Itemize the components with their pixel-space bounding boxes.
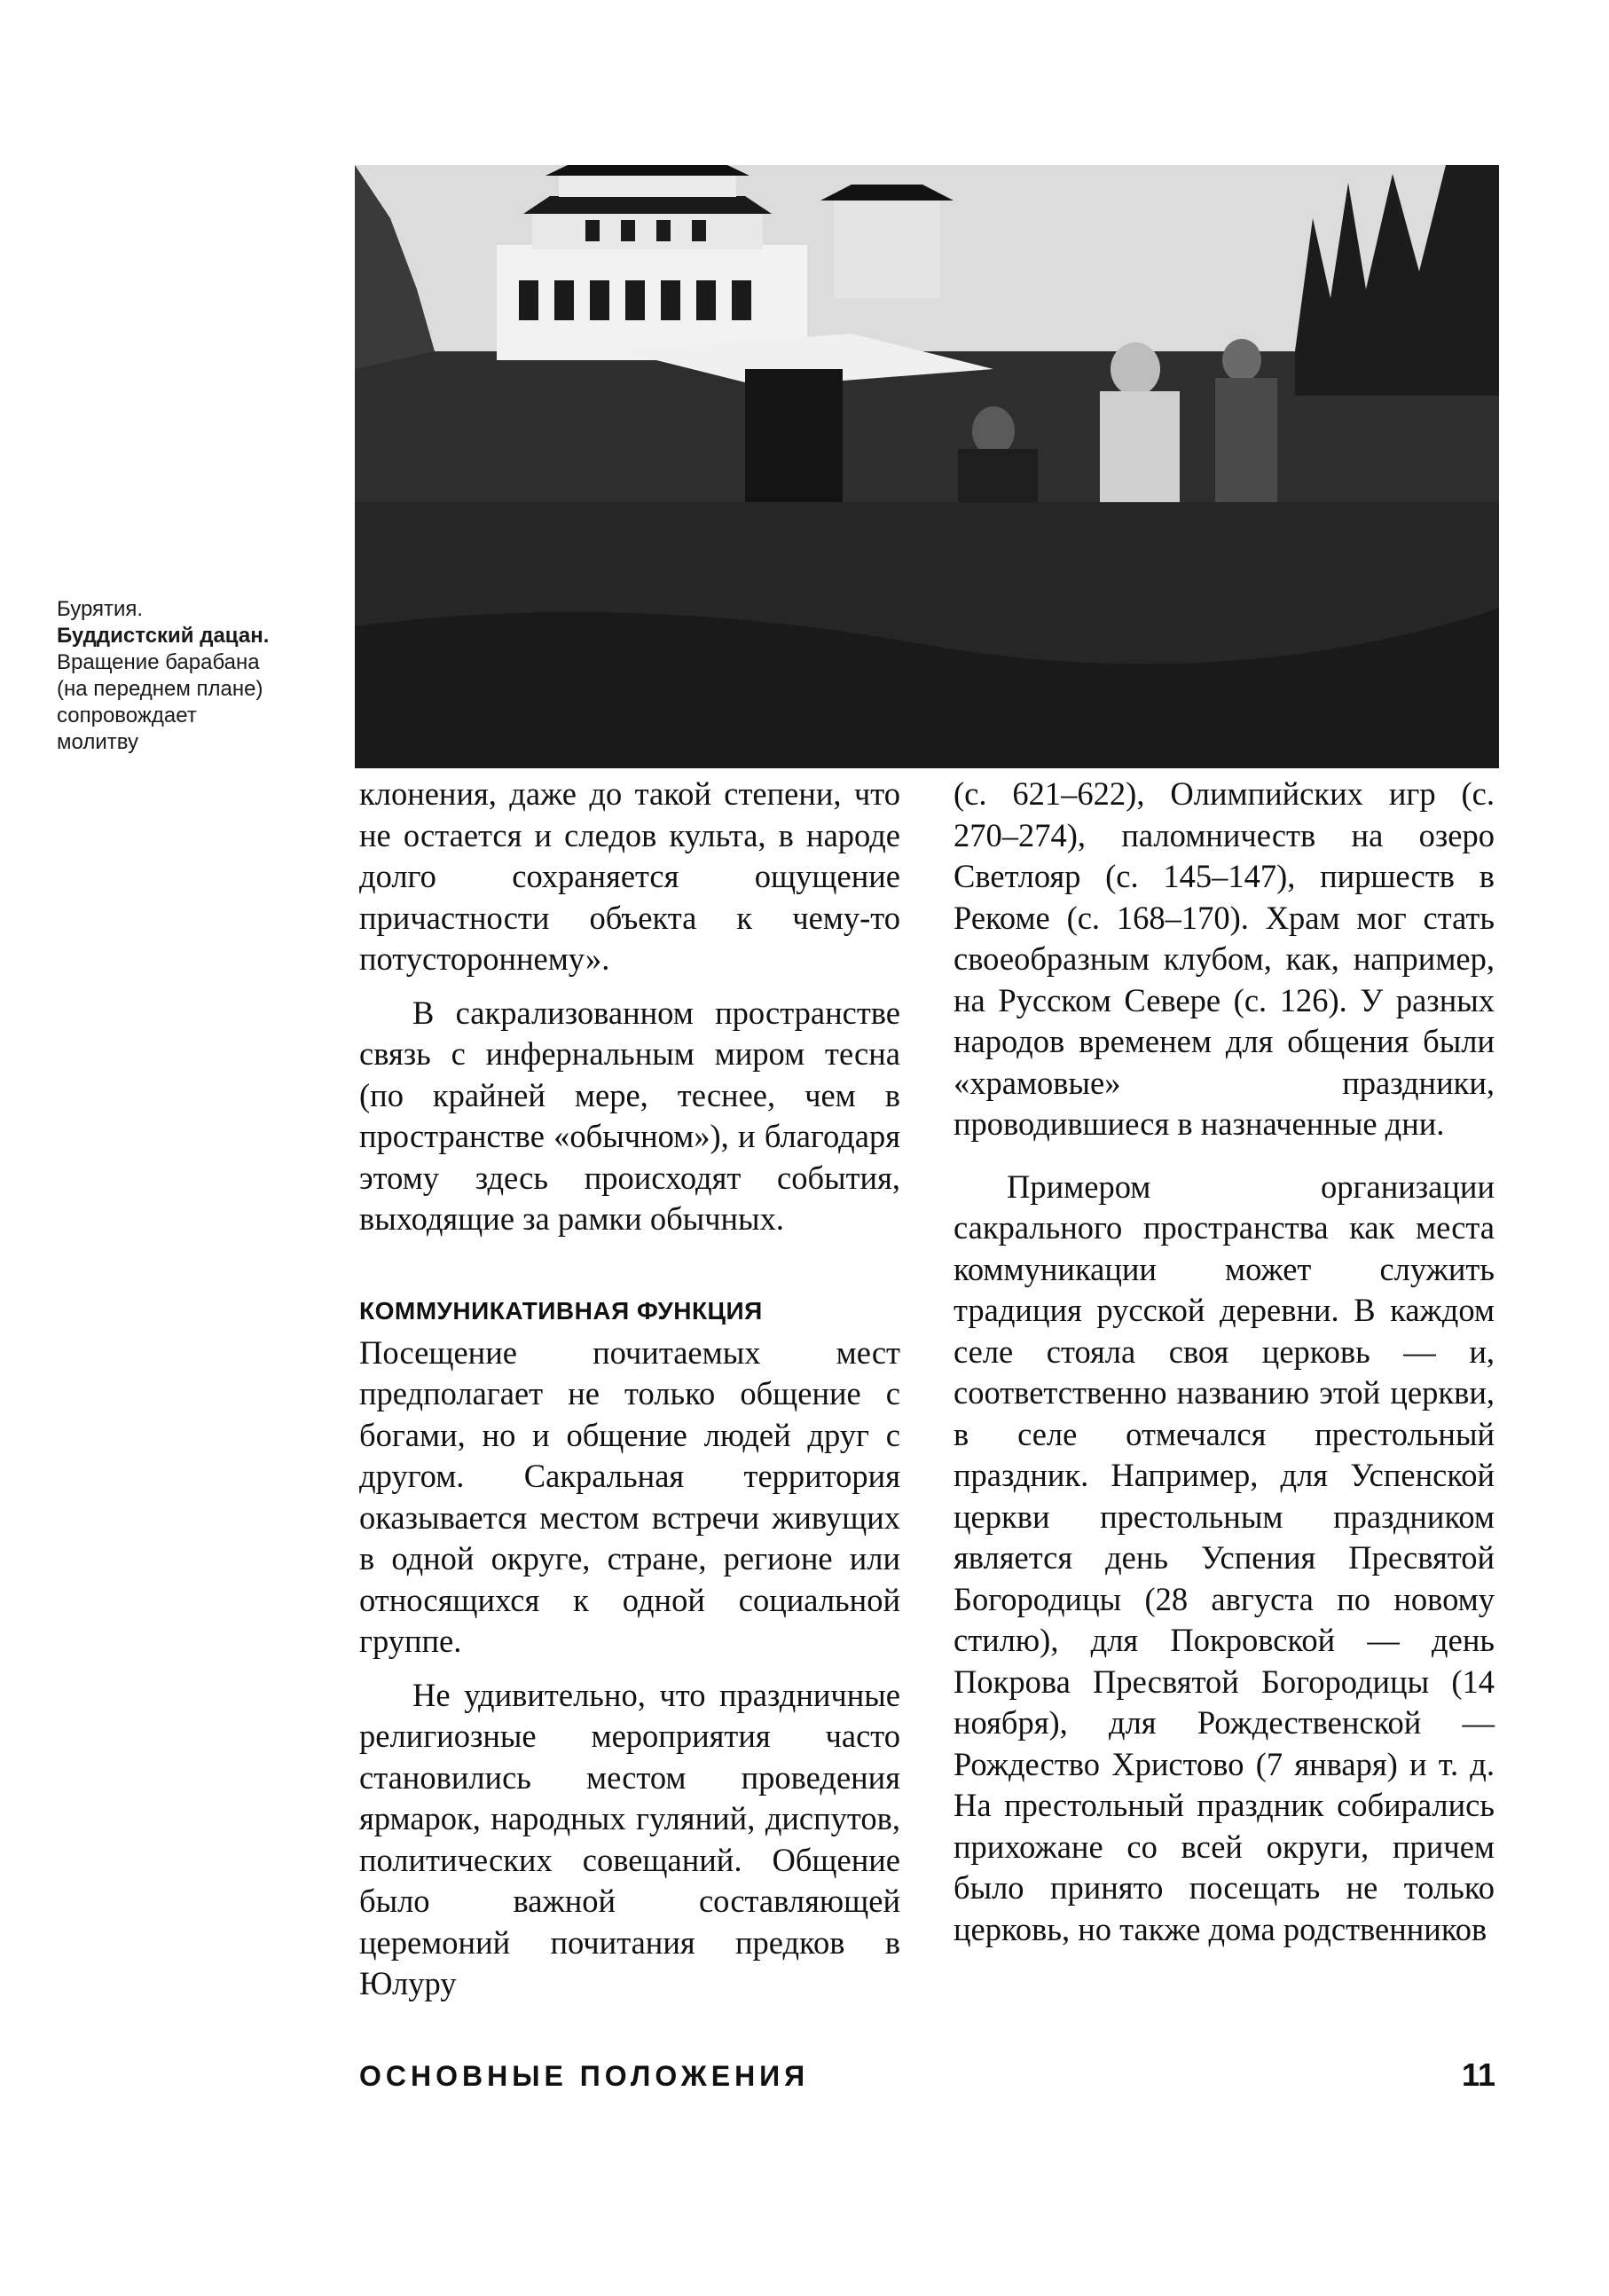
left-column — [359, 774, 900, 2005]
right-paragraph-2: Примером организации сакрального пространства как места коммуникации может служить традиция русской деревни. В каждом селе стояла своя церковь — и, соответственно названию этой церкви, в селе отмечался престольный праздник. Например, для Успенской церкви престольным праздником является день Успения Пресвятой Богородицы (28 августа по новому стилю), для Покровской — день Покрова Пресвятой Богородицы (14 ноября), для Рождественской — Рождество Христово (7 января) и т. д. На престольный праздник собирались прихожане со всей округи, причем было принято посещать не только церковь, но также дома родственников — [954, 1168, 1495, 1947]
right-column — [954, 774, 1495, 1950]
page-number: 11 — [1461, 2056, 1495, 2093]
running-footer-title: ОСНОВНЫЕ ПОЛОЖЕНИЯ — [359, 2060, 810, 2092]
photo-caption — [57, 596, 341, 756]
caption-line-5: сопровождает — [57, 704, 197, 727]
photo-buddhist-datsan — [355, 165, 1499, 768]
caption-line-3: Вращение барабана — [57, 650, 260, 674]
left-paragraph-2: В сакрализованном пространстве связь с инфернальным миром тесна (по крайней мере, теснее, чем в пространстве «обычном»), и благодаря этому здесь происходят события, выходящие за рамки обычных. — [359, 994, 900, 1237]
left-paragraph-1: клонения, даже до такой степени, что не остается и следов культа, в народе долго сохраняется ощущение причастности объекта к чему-то потустороннему». — [359, 775, 900, 977]
caption-line-6: молитву — [57, 730, 138, 754]
photo-illustration — [355, 165, 1499, 768]
right-paragraph-1: (с. 621–622), Олимпийских игр (с. 270–274), паломничеств на озеро Светлояр (с. 145–147), пиршеств в Рекоме (с. 168–170). Храм мог стать своеобразным клубом, как, например, на Русском Севере (с. 126). У разных народов временем для общения были «храмовые» праздники, проводившиеся в назначенные дни. — [954, 775, 1495, 1142]
section-heading: КОММУНИКАТИВНАЯ ФУНКЦИЯ — [359, 1296, 763, 1325]
left-paragraph-3: Посещение почитаемых мест предполагает не только общение с богами, но и общение людей друг с другом. Сакральная территория оказывается местом встречи живущих в одной округе, стране, регионе или относящихся к одной социальной группе. — [359, 1333, 900, 1659]
caption-line-4: (на переднем плане) — [57, 677, 263, 701]
caption-line-1: Бурятия. — [57, 597, 144, 621]
caption-line-2: Буддистский дацан. — [57, 624, 270, 648]
left-paragraph-4: Не удивительно, что праздничные религиозные мероприятия часто становились местом проведения ярмарок, народных гуляний, диспутов, политических совещаний. Общение было важной составляющей церемоний почитания предков в Юлуру — [359, 1676, 900, 2001]
